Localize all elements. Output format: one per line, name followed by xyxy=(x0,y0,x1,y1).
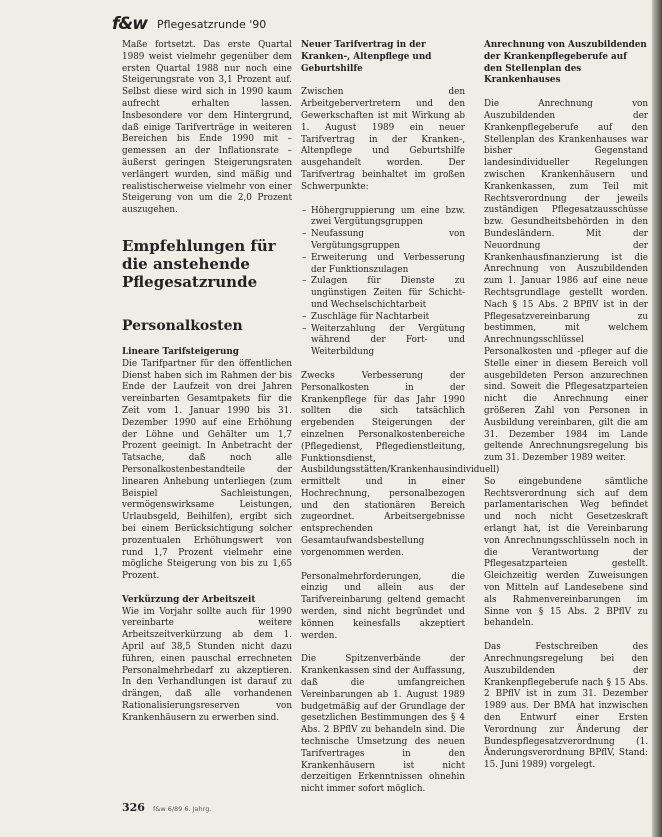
paragraph-trainees: Die Anrechnung von Auszubildenden der Krankenpflegeberufe auf den Stellenplan des Krankenhauses war bisher Gegenstand landesindividueller Regelungen zwischen Krankenhäusern und Krankenkassen, zum Teil mit Rechtsverordnung der jeweils zuständigen Pflegesatzausschüsse bzw. Gesundheitsbehörden in den Bundesländern. Mit der Neuordnung der Krankenhausfinanzierung ist die Anrechnung von Auszubildenden zum 1. Januar 1986 auf eine neue Rechtsgrundlage gestellt worden. Nach § 15 Abs. 2 BPflV ist in der Pflegesatzvereinbarung zu bestimmen, mit welchem Anrechnungsschlüssel Personalkosten und -pfleger auf die Stelle einer in diesem Bereich voll ausgebildeten Person anzurechnen sind. Soweit die Pflegesatzparteien nicht die Anrechnung einer größeren Zahl von Personen in Ausbildung vereinbaren, gilt die am 31. Dezember 1984 im Lande geltende Anrechnungsregelung bis zum 31. Dezember 1989 weiter. xyxy=(484,99,648,464)
paragraph-new-contract: Zwischen den Arbeitgebervertretern und den Gewerkschaften ist mit Wirkung ab 1. August 1989 ein neuer Tarifvertrag in der Kranken-, Altenpflege und Geburtshilfe ausgehandelt worden. Der Tarifvertrag beinhaltet im großen Schwerpunkte: xyxy=(301,87,465,192)
section-heading: Personalkosten xyxy=(122,317,243,334)
scan-edge-shadow xyxy=(652,0,662,837)
page-number: 326 xyxy=(122,801,145,814)
list-item: – Zulagen für Dienste zu ungünstigen Zeiten für Schicht- und Wechselschichtarbeit xyxy=(311,276,465,311)
list-item: – Weiterzahlung der Vergütung während der Fort- und Weiterbildung xyxy=(311,324,465,359)
column-middle xyxy=(301,40,500,796)
subheading-tariff: Lineare Tarifsteigerung xyxy=(122,346,239,357)
article-heading: Empfehlungen für die anstehende Pflegesatzrunde xyxy=(122,236,276,291)
paragraph-insurers-view: Die Spitzenverbände der Krankenkassen sind der Auffassung, daß die umfangreichen Vereinbarungen ab 1. August 1989 budgetmäßig auf der Grundlage der gesetzlichen Bestimmungen des § 4 Abs. 2 BPflV zu behandeln sind. Die technische Umsetzung des neuen Tarifvertrages in den Krankenhäusern ist nicht derzeitigen Erkenntnissen ohnehin nicht immer sofort möglich. xyxy=(301,654,465,795)
focus-list xyxy=(301,206,465,359)
running-title: Pflegesatzrunde '90 xyxy=(156,17,267,31)
paragraph-worktime: Wie im Vorjahr sollte auch für 1990 vereinbarte weitere Arbeitszeitverkürzung ab dem 1. April auf 38,5 Stunden nicht dazu führen, einen pauschal errechneten Personalmehrbedarf zu akzeptieren. In den Verhandlungen ist darauf zu drängen, daß alle vorhandenen Rationalisierungsreserven von Krankenhäusern zu erwerben sind. xyxy=(122,606,292,723)
issue-note: f&w 6/89 6. Jahrg. xyxy=(152,805,212,813)
column-left xyxy=(122,40,292,725)
publication-logo: f&w xyxy=(112,14,147,34)
list-item: – Höhergruppierung um eine bzw. zwei Vergütungsgruppen xyxy=(311,206,465,230)
list-item: – Neufassung von Vergütungsgruppen xyxy=(311,229,465,253)
paragraph-staff-demands: Personalmehrforderungen, die einzig und allein aus der Tarifvereinbarung geltend gemacht werden, sind nicht begründet und können keinesfalls akzeptiert werden. xyxy=(301,571,465,641)
list-item: – Zuschläge für Nachtarbeit xyxy=(311,312,465,324)
subheading-trainees: Anrechnung von Auszubildenden der Krankenpflegeberufe auf den Stellenplan des Krankenhauses xyxy=(484,40,647,86)
intro-paragraph: Maße fortsetzt. Das erste Quartal 1989 weist vielmehr gegenüber dem ersten Quartal 1988 nur noch eine Steigerungsrate von 3,1 Prozent auf. Selbst diese wird sich in 1990 kaum aufrecht erhalten lassen. Insbesondere vor dem Hintergrund, daß einige Tarifverträge in weiteren Bereichen bis Ende 1990 mit – gemessen an der Inflationsrate – äußerst geringen Steigerungsraten verlängert wurden, sind mäßig und realistischerweise vielmehr von einer Steigerung von um die 2,0 Prozent auszugehen. xyxy=(122,40,292,216)
paragraph-amendment: Das Festschreiben des Anrechnungsregelung bei den Auszubildenden der Krankenpflegeberufe nach § 15 Abs. 2 BPflV ist in zum 31. Dezember 1989 aus. Der BMA hat inzwischen den Entwurf einer Ersten Verordnung zur Änderung der Bundespflegesatzverordnung (1. Änderungsverordnung BPflV, Stand: 15. Juni 1989) vorgelegt. xyxy=(484,642,648,771)
subheading-worktime: Verkürzung der Arbeitszeit xyxy=(122,594,256,605)
column-right xyxy=(484,40,648,772)
subheading-new-contract: Neuer Tarifvertrag in der Kranken-, Altenpflege und Geburtshilfe xyxy=(301,40,432,74)
paragraph-tariff: Die Tarifpartner für den öffentlichen Dienst haben sich im Rahmen der bis Ende der Laufzeit von drei Jahren vereinbarten Gesamtpakets für die Zeit vom 1. Januar 1990 bis 31. Dezember 1990 auf eine Erhöhung der Löhne und Gehälter um 1,7 Prozent geeinigt. In Anbetracht der Tatsache, daß noch alle Personalkostenbestandteile der linearen Anhebung unterliegen (zum Beispiel Sachleistungen, vermögenswirksame Leistungen, Urlaubsgeld, Beihilfen), ergibt sich bei einem Berücksichtigung solcher prozentualen Erhöhungswert von rund 1,7 Prozent vielmehr eine mögliche Steigerung von bis zu 1,65 Prozent. xyxy=(122,358,292,582)
list-item: – Erweiterung und Verbesserung der Funktionszulagen xyxy=(311,253,465,277)
page-footer xyxy=(122,801,211,814)
page-header xyxy=(112,12,266,36)
paragraph-cost-calculation: Zwecks Verbesserung der Personalkosten in der Krankenpflege für das Jahr 1990 sollten die sich tatsächlich ergebenden Steigerungen der einzelnen Personalkostenbereiche (Pflegedienst, Pflegedienstleitung, Funktionsdienst, Ausbildungsstätten/Krankenhausindividuell) ermittelt und in einer Hochrechnung, personalbezogen und den stationären Bereich zugeordnet. Arbeitsergebnisse entsprechenden Gesamtaufwandsbestellung vorgenommen werden. xyxy=(301,370,500,558)
paragraph-regulation: So eingebundene sämtliche Rechtsverordnung sich auf dem parlamentarischen Weg befindet und noch nicht Gesetzeskraft erlangt hat, ist die Vereinbarung von Anrechnungsschlüsseln noch in die Verantwortung der Pflegesatzparteien gestellt. Gleichzeitig werden Zuweisungen von Mitteln auf Landesebene sind als Rahmenvereinbarungen im Sinne von § 15 Abs. 2 BPflV zu behandeln. xyxy=(484,476,648,629)
